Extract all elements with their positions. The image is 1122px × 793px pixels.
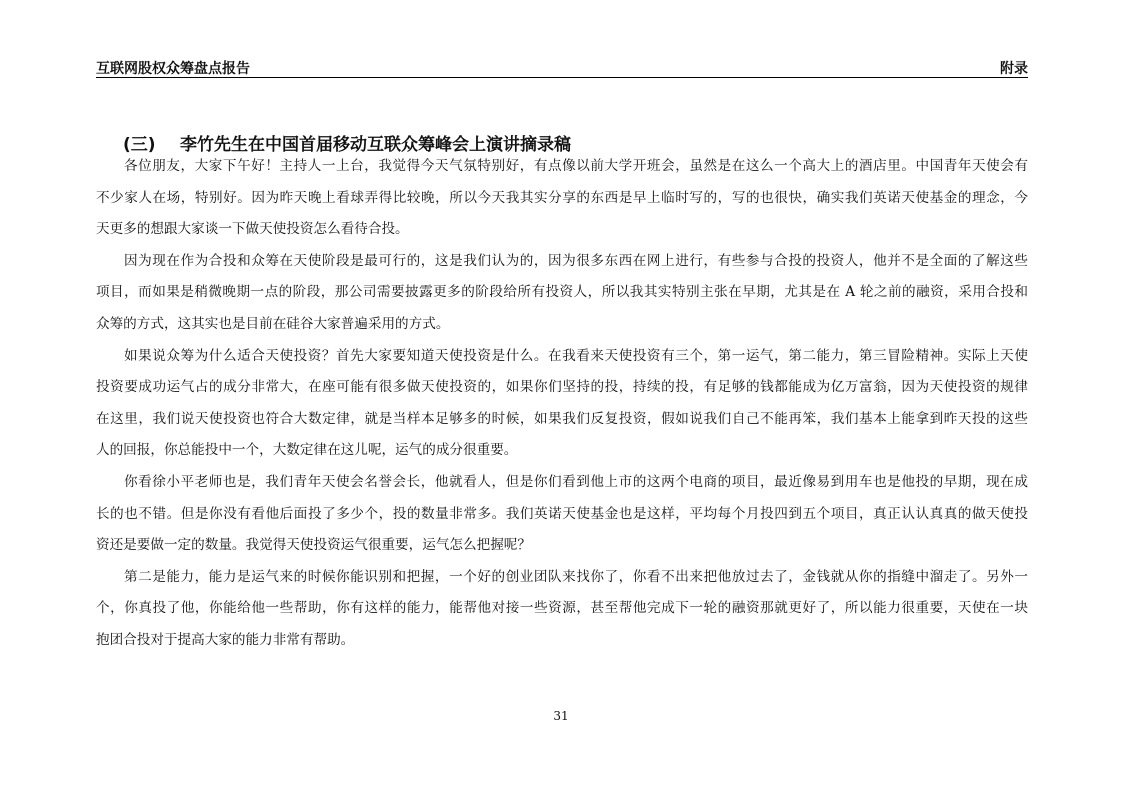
text-line: 如果说众筹为什么适合天使投资？首先大家要知道天使投资是什么。在我看来天使投资有三个，第一运气，第二能力，第三冒险精神。实际上天使 — [124, 347, 1028, 364]
report-title: 互联网股权众筹盘点报告 — [96, 61, 250, 77]
text-line: 投资要成功运气占的成分非常大，在座可能有很多做天使投资的，如果你们坚持的投，持续的投，有足够的钱都能成为亿万富翁，因为天使投资的规律 — [96, 379, 1028, 396]
paragraph — [96, 341, 1028, 467]
text-line: 在这里，我们说天使投资也符合大数定律，就是当样本足够多的时候，如果我们反复投资，假如说我们自己不能再笨，我们基本上能拿到昨天投的这些 — [96, 410, 1028, 427]
page-number: 31 — [553, 709, 569, 723]
text-line: 各位朋友，大家下午好！主持人一上台，我觉得今天气氛特别好，有点像以前大学开班会，虽然是在这么一个高大上的酒店里。中国青年天使会有 — [124, 158, 1028, 174]
page-header — [96, 58, 1028, 78]
paragraph — [96, 562, 1028, 657]
section-label: 附录 — [1000, 61, 1028, 77]
paragraph — [96, 467, 1028, 562]
text-line: 项目，而如果是稍微晚期一点的阶段，那公司需要披露更多的阶段给所有投资人，所以我其实特别主张在早期，尤其是在 A 轮之前的融资，采用合投和 — [96, 284, 1028, 301]
text-line: 因为现在作为合投和众筹在天使阶段是最可行的，这是我们认为的，因为很多东西在网上进行，有些参与合投的投资人，他并不是全面的了解这些 — [124, 252, 1028, 269]
text-line: 第二是能力，能力是运气来的时候你能识别和把握，一个好的创业团队来找你了，你看不出来把他放过去了，金钱就从你的指缝中溜走了。另外一 — [124, 568, 1028, 585]
text-line: 长的也不错。但是你没有看他后面投了多少个，投的数量非常多。我们英诺天使基金也是这样，平均每个月投四到五个项目，真正认认真真的做天使投 — [96, 505, 1028, 522]
paragraph — [96, 246, 1028, 341]
text-line: 不少家人在场，特别好。因为昨天晚上看球弄得比较晚，所以今天我其实分享的东西是早上临时写的，写的也很快，确实我们英诺天使基金的理念，今 — [96, 189, 1028, 206]
text-line: 天更多的想跟大家谈一下做天使投资怎么看待合投。 — [96, 221, 409, 238]
text-line: 个，你真投了他，你能给他一些帮助，你有这样的能力，能帮他对接一些资源，甚至帮他完成下一轮的融资那就更好了，所以能力很重要，天使在一块 — [96, 600, 1028, 617]
text-line: 资还是要做一定的数量。我觉得天使投资运气很重要，运气怎么把握呢？ — [96, 537, 531, 554]
text-line: 你看徐小平老师也是，我们青年天使会名誉会长，他就看人，但是你们看到他上市的这两个电商的项目，最近像易到用车也是他投的早期，现在成 — [124, 473, 1028, 490]
text-line: 人的回报，你总能投中一个，大数定律在这儿呢，运气的成分很重要。 — [96, 442, 518, 459]
body-text — [96, 151, 1028, 657]
paragraph — [96, 151, 1028, 246]
section-number: (三) — [123, 135, 156, 155]
section-title: 李竹先生在中国首届移动互联众筹峰会上演讲摘录稿 — [180, 135, 571, 155]
text-line: 抱团合投对于提高大家的能力非常有帮助。 — [96, 631, 355, 648]
text-line: 众筹的方式，这其实也是目前在硅谷大家普遍采用的方式。 — [96, 315, 450, 332]
